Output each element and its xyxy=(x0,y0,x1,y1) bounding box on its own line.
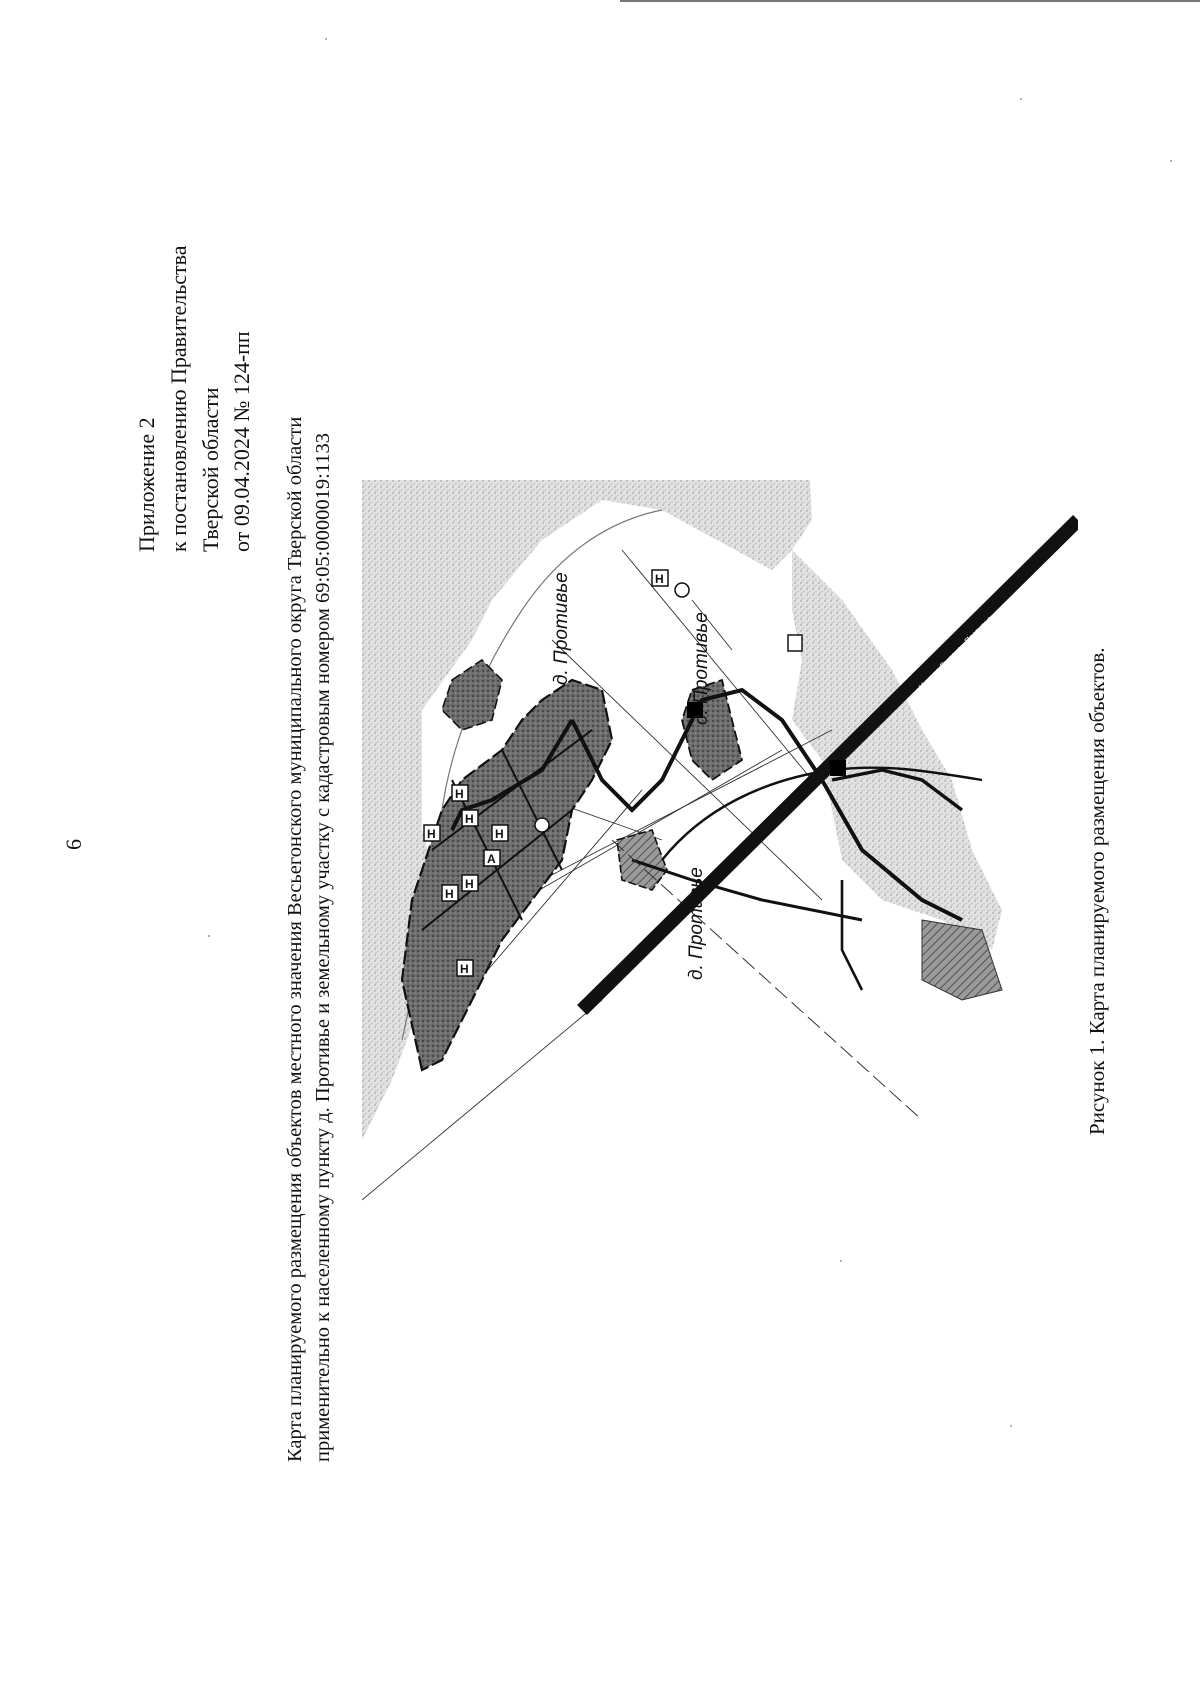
marker-p xyxy=(788,635,802,651)
svg-text:Н: Н xyxy=(460,962,469,976)
scan-speck xyxy=(1020,98,1022,100)
svg-text:Н: Н xyxy=(465,812,474,826)
scan-speck xyxy=(325,38,327,40)
marker-a xyxy=(484,850,500,866)
marker-h-7 xyxy=(457,960,473,976)
appendix-line-4: от 09.04.2024 № 124-пп xyxy=(229,331,254,552)
appendix-line-3: Тверской области xyxy=(198,387,223,552)
svg-text:Н: Н xyxy=(655,572,664,586)
appendix-line-1: Приложение 2 xyxy=(134,417,159,552)
map-label-village-right: д. Противье xyxy=(686,867,707,980)
svg-text:А: А xyxy=(487,852,496,866)
appendix-line-2: к постановлению Правительства xyxy=(166,245,191,552)
page-number-text: 6 xyxy=(61,839,86,850)
planned-object-square-1 xyxy=(830,760,846,776)
figure-caption: Рисунок 1. Карта планируемого размещения объектов. xyxy=(1085,647,1109,1135)
settlement-north-patch xyxy=(442,660,502,730)
page-number xyxy=(57,828,86,854)
marker-h-6 xyxy=(462,810,478,826)
svg-text:Н: Н xyxy=(495,827,504,841)
map-title-line-1: Карта планируемого размещения объектов местного значения Весьегонского муниципального округа Тверской области xyxy=(284,416,306,1462)
marker-h-2 xyxy=(462,875,478,891)
forest-area-east xyxy=(792,550,1002,950)
svg-text:Н: Н xyxy=(455,787,464,801)
marker-h-8 xyxy=(652,570,668,586)
marker-h-5 xyxy=(452,785,468,801)
scan-speck xyxy=(208,935,210,937)
planning-map xyxy=(362,480,1078,1206)
marker-h-1 xyxy=(442,885,458,901)
svg-text:Н: Н xyxy=(465,877,474,891)
road-label: Никола-Высока - Противье xyxy=(917,614,995,692)
svg-text:Н: Н xyxy=(427,827,436,841)
svg-text:Н: Н xyxy=(445,887,454,901)
marker-t-1 xyxy=(535,818,549,832)
scan-speck xyxy=(840,1260,842,1262)
road-to-settlement xyxy=(842,880,862,990)
marker-t-2 xyxy=(675,583,689,597)
scan-speck xyxy=(1170,160,1172,162)
marker-h-4 xyxy=(492,825,508,841)
scan-speck xyxy=(1010,1425,1012,1427)
map-label-village-mid: д. Противье xyxy=(691,612,712,725)
page-top-edge xyxy=(620,0,1200,2)
map-label-village-top: д. Противье xyxy=(551,572,572,685)
map-title-line-2: применительно к населенному пункту д. Противье и земельному участку с кадастровым номером 69:05:0000019:1133 xyxy=(312,432,334,1462)
marker-h-3 xyxy=(424,825,440,841)
